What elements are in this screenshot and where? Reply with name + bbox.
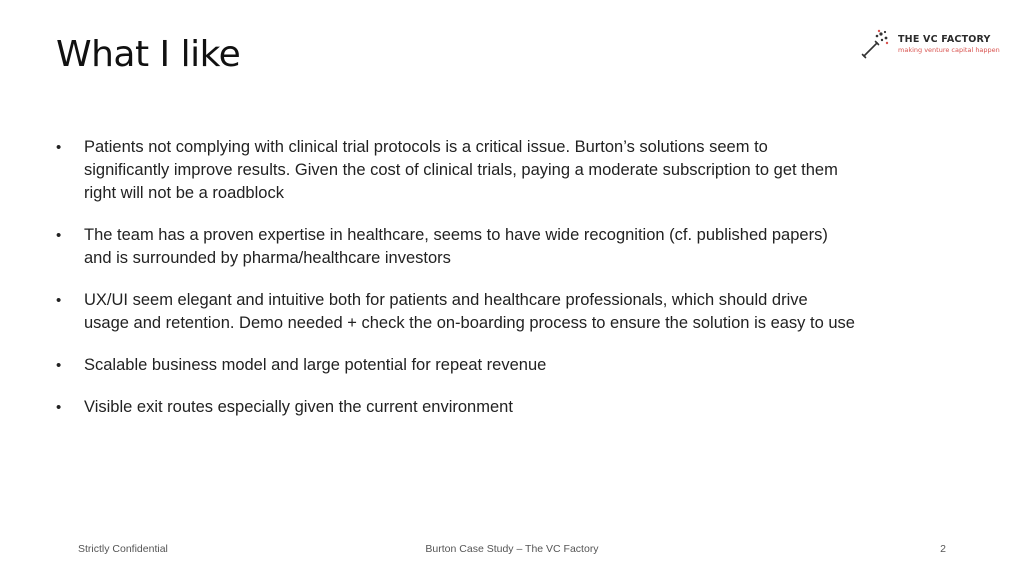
logo-name: THE VC FACTORY — [898, 34, 991, 45]
bullet-item — [56, 136, 856, 205]
bullet-item — [56, 224, 856, 270]
bullet-marker: • — [56, 139, 62, 156]
slide-title: What I like — [56, 34, 241, 75]
page-number: 2 — [940, 543, 946, 555]
footer-confidential: Strictly Confidential — [78, 543, 168, 555]
footer-case-study: Burton Case Study – The VC Factory — [425, 543, 599, 555]
vc-factory-logo — [860, 28, 1000, 60]
bullet-text: The team has a proven expertise in healthcare, seems to have wide recognition (cf. published papers) and is surrounded by pharma/healthcare investors — [84, 226, 828, 267]
bullet-text: Visible exit routes especially given the current environment — [84, 398, 513, 416]
bullet-marker: • — [56, 399, 62, 416]
logo-tagline: making venture capital happen — [898, 45, 1000, 54]
bullet-marker: • — [56, 357, 62, 374]
bullet-marker: • — [56, 292, 62, 309]
bullet-text: Scalable business model and large potential for repeat revenue — [84, 356, 547, 374]
bullet-item — [56, 396, 856, 419]
bullet-item — [56, 289, 856, 335]
bullet-text: UX/UI seem elegant and intuitive both for patients and healthcare professionals, which should drive usage and retention. Demo needed + check the on-boarding process to ensure the solution is easy to use — [84, 291, 855, 332]
bullet-marker: • — [56, 227, 62, 244]
bullet-text: Patients not complying with clinical trial protocols is a critical issue. Burton’s solutions seem to significantly improve results. Given the cost of clinical trials, paying a moderate subscription to get them right will not be a roadblock — [84, 138, 838, 202]
bullet-list — [56, 136, 856, 438]
magic-wand-icon — [860, 28, 890, 60]
bullet-item — [56, 354, 856, 377]
